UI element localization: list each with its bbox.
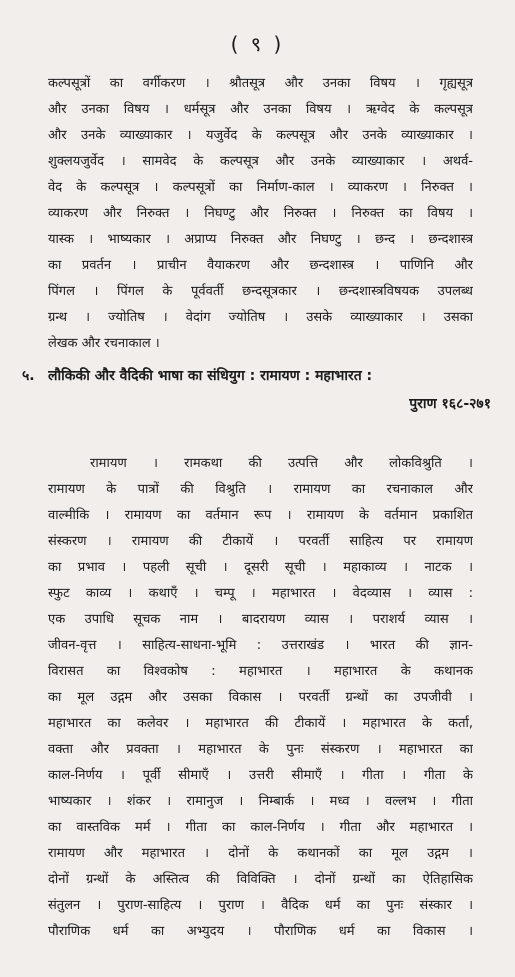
contents-line: का प्रभाव । पहली सूची । दूसरी सूची । महाकाव्य । नाटक ।	[48, 560, 473, 575]
contents-line: जीवन-वृत्त । साहित्य-साधना-भूमि : उत्तराखंड । भारत की ज्ञान-	[48, 638, 473, 653]
contents-line: वक्ता और प्रवक्ता । महाभारत के पुनः संस्करण । महाभारत का	[48, 742, 473, 757]
contents-line: लेखक और रचनाकाल ।	[48, 336, 160, 351]
contents-line: स्फुट काव्य । कथाएँ । चम्पू । महाभारत । वेदव्यास । व्यास :	[48, 586, 473, 601]
contents-line: और उनका विषय । धर्मसूत्र और उनका विषय । ऋग्वेद के कल्पसूत्र	[48, 102, 473, 117]
contents-line: रामायण । रामकथा की उत्पत्ति और लोकविश्रुति ।	[90, 456, 473, 471]
contents-line: वाल्मीकि । रामायण का वर्तमान रूप । रामायण के वर्तमान प्रकाशित	[48, 508, 473, 523]
contents-line: ग्रन्थ । ज्योतिष । वेदांग ज्योतिष । उसके व्याख्याकार । उसका	[48, 310, 473, 325]
contents-line: रामायण के पात्रों की विश्रुति । रामायण का रचनाकाल और	[48, 482, 473, 497]
contents-line: पिंगल । पिंगल के पूर्ववर्ती छन्दसूत्रकार । छन्दशास्त्रविषयक उपलब्ध	[48, 284, 473, 299]
section-page-range: पुराण १६८-२७१	[409, 396, 491, 412]
contents-line: संस्करण । रामायण की टीकायें । परवर्ती साहित्य पर रामायण	[48, 534, 473, 549]
contents-line: कल्पसूत्रों का वर्गीकरण । श्रौतसूत्र और उनका विषय । गृह्यसूत्र	[48, 76, 473, 91]
contents-line: का वास्तविक मर्म । गीता का काल-निर्णय । गीता और महाभारत ।	[48, 820, 473, 835]
section-heading: लौकिकी और वैदिकी भाषा का संधियुग : रामायण : महाभारत :	[48, 368, 373, 384]
section-number: ५.	[22, 368, 35, 384]
contents-line: काल-निर्णय । पूर्वी सीमाएँ । उत्तरी सीमाएँ । गीता । गीता के	[48, 768, 473, 783]
contents-line: और उनके व्याख्याकार । यजुर्वेद के कल्पसूत्र और उनके व्याख्याकार ।	[48, 128, 473, 143]
contents-line: महाभारत का कलेवर । महाभारत की टीकायें । महाभारत के कर्ता,	[48, 716, 473, 731]
contents-line: दोनों ग्रन्थों के अस्तित्व की विविक्ति । दोनों ग्रन्थों का ऐतिहासिक	[48, 872, 473, 887]
contents-line: वेद के कल्पसूत्र । कल्पसूत्रों का निर्माण-काल । व्याकरण । निरुक्त ।	[48, 180, 473, 195]
contents-line: रामायण और महाभारत । दोनों के कथानकों का मूल उद्गम ।	[48, 846, 473, 861]
contents-line: शुक्लयजुर्वेद । सामवेद के कल्पसूत्र और उनके व्याख्याकार । अथर्व-	[48, 154, 473, 169]
contents-line: व्याकरण और निरुक्त । निघण्टु और निरुक्त । निरुक्त का विषय ।	[48, 206, 473, 221]
contents-line: भाष्यकार । शंकर । रामानुज । निम्बार्क । मध्व । वल्लभ । गीता	[48, 794, 473, 809]
contents-line: का प्रवर्तन । प्राचीन वैयाकरण और छन्दशास्त्र । पाणिनि और	[48, 258, 473, 273]
contents-line: पौराणिक धर्म का अभ्युदय । पौराणिक धर्म का विकास ।	[48, 924, 473, 939]
contents-line: यास्क । भाष्यकार । अप्राप्य निरुक्त और निघण्टु । छन्द । छन्दशास्त्र	[48, 232, 473, 247]
contents-line: संतुलन । पुराण-साहित्य । पुराण । वैदिक धर्म का पुनः संस्कार ।	[48, 898, 473, 913]
contents-line: विरासत का विश्वकोष : महाभारत । महाभारत के कथानक	[48, 664, 473, 679]
contents-line: एक उपाधि सूचक नाम । बादरायण व्यास । पराशर्य व्यास ।	[48, 612, 473, 627]
contents-line: का मूल उद्गम और उसका विकास । परवर्ती ग्रन्थों का उपजीवी ।	[48, 690, 473, 705]
page-number: ( ९ )	[230, 32, 285, 56]
